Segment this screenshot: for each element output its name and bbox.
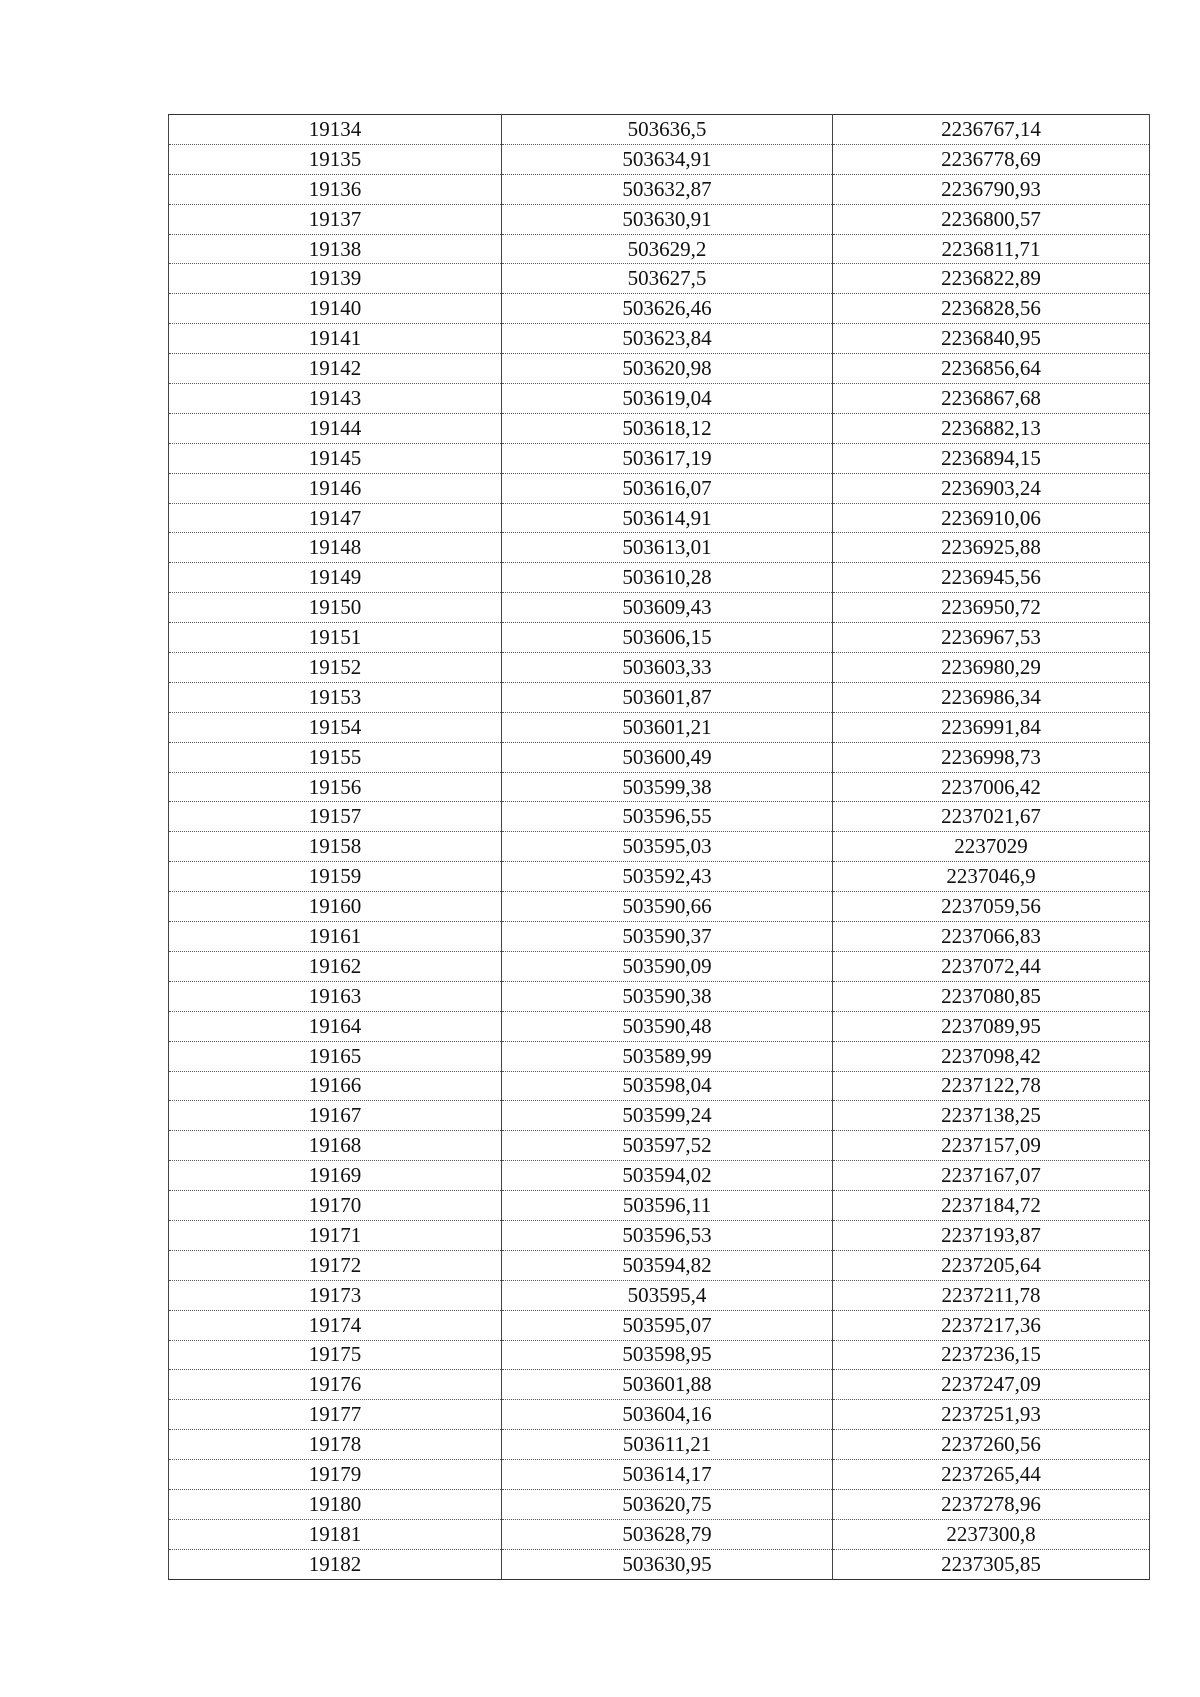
y-coordinate-cell: 2237236,15	[833, 1340, 1150, 1370]
y-coordinate-cell: 2237217,36	[833, 1310, 1150, 1340]
table-row	[169, 593, 1150, 623]
point-number-cell: 19146	[169, 473, 502, 503]
y-coordinate-cell: 2237006,42	[833, 772, 1150, 802]
table-row	[169, 951, 1150, 981]
y-coordinate-cell: 2236925,88	[833, 533, 1150, 563]
y-coordinate-cell: 2237059,56	[833, 892, 1150, 922]
x-coordinate-cell: 503596,53	[502, 1220, 833, 1250]
y-coordinate-cell: 2237211,78	[833, 1280, 1150, 1310]
table-row	[169, 294, 1150, 324]
x-coordinate-cell: 503594,82	[502, 1250, 833, 1280]
table-row	[169, 1519, 1150, 1549]
y-coordinate-cell: 2236910,06	[833, 503, 1150, 533]
y-coordinate-cell: 2237300,8	[833, 1519, 1150, 1549]
point-number-cell: 19161	[169, 922, 502, 952]
y-coordinate-cell: 2237205,64	[833, 1250, 1150, 1280]
table-row	[169, 623, 1150, 653]
x-coordinate-cell: 503596,55	[502, 802, 833, 832]
table-row	[169, 1071, 1150, 1101]
y-coordinate-cell: 2236822,89	[833, 264, 1150, 294]
x-coordinate-cell: 503601,87	[502, 682, 833, 712]
y-coordinate-cell: 2237157,09	[833, 1131, 1150, 1161]
point-number-cell: 19140	[169, 294, 502, 324]
y-coordinate-cell: 2237046,9	[833, 862, 1150, 892]
table-row	[169, 832, 1150, 862]
y-coordinate-cell: 2236811,71	[833, 234, 1150, 264]
point-number-cell: 19155	[169, 742, 502, 772]
table-row	[169, 653, 1150, 683]
coordinates-table-body	[169, 115, 1150, 1580]
y-coordinate-cell: 2237278,96	[833, 1489, 1150, 1519]
y-coordinate-cell: 2237072,44	[833, 951, 1150, 981]
table-row	[169, 443, 1150, 473]
point-number-cell: 19166	[169, 1071, 502, 1101]
x-coordinate-cell: 503592,43	[502, 862, 833, 892]
point-number-cell: 19162	[169, 951, 502, 981]
x-coordinate-cell: 503596,11	[502, 1191, 833, 1221]
y-coordinate-cell: 2237167,07	[833, 1161, 1150, 1191]
table-row	[169, 1489, 1150, 1519]
x-coordinate-cell: 503606,15	[502, 623, 833, 653]
y-coordinate-cell: 2236840,95	[833, 324, 1150, 354]
x-coordinate-cell: 503629,2	[502, 234, 833, 264]
x-coordinate-cell: 503595,4	[502, 1280, 833, 1310]
y-coordinate-cell: 2237305,85	[833, 1549, 1150, 1579]
y-coordinate-cell: 2236882,13	[833, 413, 1150, 443]
table-row	[169, 234, 1150, 264]
y-coordinate-cell: 2236991,84	[833, 712, 1150, 742]
table-row	[169, 144, 1150, 174]
x-coordinate-cell: 503603,33	[502, 653, 833, 683]
table-row	[169, 1131, 1150, 1161]
point-number-cell: 19173	[169, 1280, 502, 1310]
table-row	[169, 1041, 1150, 1071]
coordinates-table	[168, 114, 1150, 1580]
y-coordinate-cell: 2236980,29	[833, 653, 1150, 683]
point-number-cell: 19139	[169, 264, 502, 294]
x-coordinate-cell: 503611,21	[502, 1430, 833, 1460]
x-coordinate-cell: 503636,5	[502, 115, 833, 145]
y-coordinate-cell: 2237089,95	[833, 1011, 1150, 1041]
point-number-cell: 19144	[169, 413, 502, 443]
x-coordinate-cell: 503627,5	[502, 264, 833, 294]
y-coordinate-cell: 2236950,72	[833, 593, 1150, 623]
point-number-cell: 19147	[169, 503, 502, 533]
y-coordinate-cell: 2236894,15	[833, 443, 1150, 473]
table-row	[169, 1310, 1150, 1340]
y-coordinate-cell: 2237138,25	[833, 1101, 1150, 1131]
y-coordinate-cell: 2236867,68	[833, 384, 1150, 414]
point-number-cell: 19164	[169, 1011, 502, 1041]
table-row	[169, 1101, 1150, 1131]
x-coordinate-cell: 503628,79	[502, 1519, 833, 1549]
y-coordinate-cell: 2237080,85	[833, 981, 1150, 1011]
table-row	[169, 862, 1150, 892]
point-number-cell: 19159	[169, 862, 502, 892]
point-number-cell: 19156	[169, 772, 502, 802]
x-coordinate-cell: 503623,84	[502, 324, 833, 354]
point-number-cell: 19171	[169, 1220, 502, 1250]
point-number-cell: 19138	[169, 234, 502, 264]
table-row	[169, 384, 1150, 414]
point-number-cell: 19154	[169, 712, 502, 742]
point-number-cell: 19145	[169, 443, 502, 473]
x-coordinate-cell: 503595,03	[502, 832, 833, 862]
y-coordinate-cell: 2237247,09	[833, 1370, 1150, 1400]
y-coordinate-cell: 2237251,93	[833, 1400, 1150, 1430]
x-coordinate-cell: 503620,75	[502, 1489, 833, 1519]
point-number-cell: 19179	[169, 1460, 502, 1490]
table-row	[169, 682, 1150, 712]
table-row	[169, 1250, 1150, 1280]
x-coordinate-cell: 503617,19	[502, 443, 833, 473]
y-coordinate-cell: 2237066,83	[833, 922, 1150, 952]
point-number-cell: 19153	[169, 682, 502, 712]
y-coordinate-cell: 2237122,78	[833, 1071, 1150, 1101]
y-coordinate-cell: 2236856,64	[833, 354, 1150, 384]
y-coordinate-cell: 2236945,56	[833, 563, 1150, 593]
point-number-cell: 19178	[169, 1430, 502, 1460]
point-number-cell: 19180	[169, 1489, 502, 1519]
table-row	[169, 503, 1150, 533]
x-coordinate-cell: 503600,49	[502, 742, 833, 772]
point-number-cell: 19150	[169, 593, 502, 623]
x-coordinate-cell: 503590,48	[502, 1011, 833, 1041]
point-number-cell: 19143	[169, 384, 502, 414]
table-row	[169, 1460, 1150, 1490]
point-number-cell: 19170	[169, 1191, 502, 1221]
y-coordinate-cell: 2236800,57	[833, 204, 1150, 234]
y-coordinate-cell: 2237193,87	[833, 1220, 1150, 1250]
point-number-cell: 19142	[169, 354, 502, 384]
x-coordinate-cell: 503618,12	[502, 413, 833, 443]
table-row	[169, 174, 1150, 204]
point-number-cell: 19175	[169, 1340, 502, 1370]
point-number-cell: 19134	[169, 115, 502, 145]
table-row	[169, 473, 1150, 503]
x-coordinate-cell: 503610,28	[502, 563, 833, 593]
x-coordinate-cell: 503599,24	[502, 1101, 833, 1131]
point-number-cell: 19135	[169, 144, 502, 174]
point-number-cell: 19176	[169, 1370, 502, 1400]
point-number-cell: 19148	[169, 533, 502, 563]
y-coordinate-cell: 2236903,24	[833, 473, 1150, 503]
table-row	[169, 1011, 1150, 1041]
table-row	[169, 1161, 1150, 1191]
x-coordinate-cell: 503590,38	[502, 981, 833, 1011]
table-row	[169, 742, 1150, 772]
y-coordinate-cell: 2237184,72	[833, 1191, 1150, 1221]
x-coordinate-cell: 503630,91	[502, 204, 833, 234]
y-coordinate-cell: 2236828,56	[833, 294, 1150, 324]
table-row	[169, 1400, 1150, 1430]
point-number-cell: 19172	[169, 1250, 502, 1280]
table-row	[169, 981, 1150, 1011]
table-row	[169, 324, 1150, 354]
x-coordinate-cell: 503590,09	[502, 951, 833, 981]
table-row	[169, 1340, 1150, 1370]
point-number-cell: 19177	[169, 1400, 502, 1430]
point-number-cell: 19165	[169, 1041, 502, 1071]
table-row	[169, 1280, 1150, 1310]
y-coordinate-cell: 2236767,14	[833, 115, 1150, 145]
table-row	[169, 354, 1150, 384]
point-number-cell: 19149	[169, 563, 502, 593]
table-row	[169, 264, 1150, 294]
table-row	[169, 1191, 1150, 1221]
point-number-cell: 19168	[169, 1131, 502, 1161]
table-row	[169, 1220, 1150, 1250]
table-row	[169, 1430, 1150, 1460]
x-coordinate-cell: 503589,99	[502, 1041, 833, 1071]
x-coordinate-cell: 503598,04	[502, 1071, 833, 1101]
table-row	[169, 1549, 1150, 1579]
x-coordinate-cell: 503609,43	[502, 593, 833, 623]
table-row	[169, 892, 1150, 922]
point-number-cell: 19167	[169, 1101, 502, 1131]
x-coordinate-cell: 503614,91	[502, 503, 833, 533]
x-coordinate-cell: 503604,16	[502, 1400, 833, 1430]
point-number-cell: 19152	[169, 653, 502, 683]
y-coordinate-cell: 2236986,34	[833, 682, 1150, 712]
point-number-cell: 19181	[169, 1519, 502, 1549]
point-number-cell: 19182	[169, 1549, 502, 1579]
table-row	[169, 563, 1150, 593]
x-coordinate-cell: 503590,66	[502, 892, 833, 922]
x-coordinate-cell: 503613,01	[502, 533, 833, 563]
y-coordinate-cell: 2236998,73	[833, 742, 1150, 772]
point-number-cell: 19136	[169, 174, 502, 204]
point-number-cell: 19163	[169, 981, 502, 1011]
x-coordinate-cell: 503614,17	[502, 1460, 833, 1490]
point-number-cell: 19137	[169, 204, 502, 234]
x-coordinate-cell: 503598,95	[502, 1340, 833, 1370]
y-coordinate-cell: 2237260,56	[833, 1430, 1150, 1460]
x-coordinate-cell: 503601,21	[502, 712, 833, 742]
x-coordinate-cell: 503632,87	[502, 174, 833, 204]
y-coordinate-cell: 2236778,69	[833, 144, 1150, 174]
y-coordinate-cell: 2236790,93	[833, 174, 1150, 204]
x-coordinate-cell: 503634,91	[502, 144, 833, 174]
table-row	[169, 1370, 1150, 1400]
table-row	[169, 922, 1150, 952]
point-number-cell: 19160	[169, 892, 502, 922]
point-number-cell: 19169	[169, 1161, 502, 1191]
y-coordinate-cell: 2237098,42	[833, 1041, 1150, 1071]
x-coordinate-cell: 503626,46	[502, 294, 833, 324]
table-row	[169, 712, 1150, 742]
x-coordinate-cell: 503590,37	[502, 922, 833, 952]
point-number-cell: 19141	[169, 324, 502, 354]
point-number-cell: 19158	[169, 832, 502, 862]
x-coordinate-cell: 503616,07	[502, 473, 833, 503]
x-coordinate-cell: 503620,98	[502, 354, 833, 384]
y-coordinate-cell: 2237265,44	[833, 1460, 1150, 1490]
x-coordinate-cell: 503630,95	[502, 1549, 833, 1579]
table-row	[169, 533, 1150, 563]
x-coordinate-cell: 503601,88	[502, 1370, 833, 1400]
y-coordinate-cell: 2237021,67	[833, 802, 1150, 832]
x-coordinate-cell: 503595,07	[502, 1310, 833, 1340]
point-number-cell: 19157	[169, 802, 502, 832]
table-row	[169, 115, 1150, 145]
y-coordinate-cell: 2236967,53	[833, 623, 1150, 653]
table-row	[169, 204, 1150, 234]
x-coordinate-cell: 503594,02	[502, 1161, 833, 1191]
x-coordinate-cell: 503619,04	[502, 384, 833, 414]
point-number-cell: 19151	[169, 623, 502, 653]
table-row	[169, 802, 1150, 832]
point-number-cell: 19174	[169, 1310, 502, 1340]
table-row	[169, 772, 1150, 802]
x-coordinate-cell: 503599,38	[502, 772, 833, 802]
x-coordinate-cell: 503597,52	[502, 1131, 833, 1161]
table-row	[169, 413, 1150, 443]
y-coordinate-cell: 2237029	[833, 832, 1150, 862]
